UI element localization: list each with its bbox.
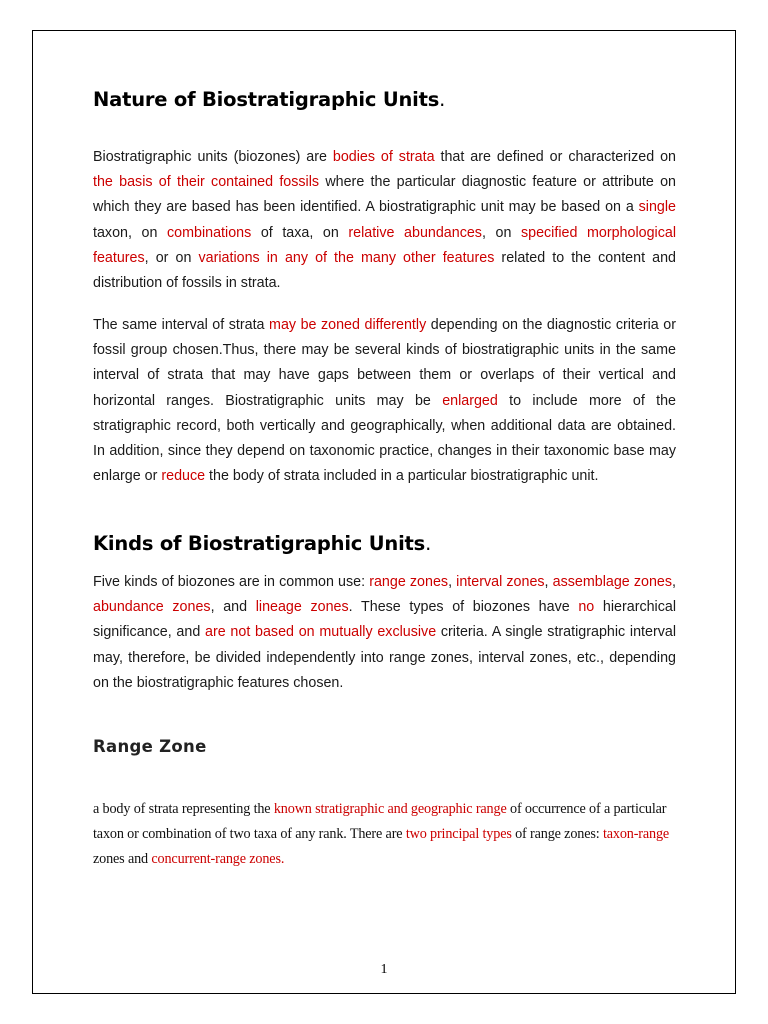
paragraph-kinds-1: Five kinds of biozones are in common use: range zones, interval zones, assemblage zones, abundance zones, and lineage zones. These types of biozones have no hierarchical significance, and are not based on mutually exclusive criteria. A single stratigraphic interval may, therefore, be divided independently into range zones, interval zones, etc., depending on the biostratigraphic features chosen. — [93, 574, 677, 691]
highlighted-term: the basis of their contained fossils — [93, 174, 320, 191]
highlighted-term: known stratigraphic and geographic range — [273, 801, 507, 817]
highlighted-term: reduce — [161, 468, 206, 485]
section-heading-nature — [93, 88, 445, 111]
highlighted-term: interval zones — [456, 574, 545, 590]
highlighted-term: may be zoned differently — [269, 317, 427, 333]
heading-text: Kinds of Biostratigraphic Units — [93, 532, 426, 555]
heading-text: Nature of Biostratigraphic Units — [93, 88, 440, 111]
highlighted-term: bodies of strata — [332, 149, 435, 165]
heading-punctuation: . — [425, 532, 432, 555]
heading-punctuation: . — [439, 88, 446, 111]
highlighted-term: lineage zones — [255, 599, 349, 616]
highlighted-term: enlarged — [442, 392, 498, 409]
highlighted-term: combinations — [167, 224, 252, 241]
section-heading-kinds — [93, 532, 431, 555]
highlighted-term: range zones — [369, 574, 449, 590]
highlighted-term: assemblage zones — [552, 574, 673, 590]
page-number: 1 — [380, 962, 388, 977]
highlighted-term: single — [638, 199, 676, 216]
paragraph-nature-2: The same interval of strata may be zoned differently depending on the diagnostic criteria or fossil group chosen.Thus, there may be several kinds of biostratigraphic units in the same interval of strata that may have gaps between them or overlaps of their vertical and horizontal ranges. Biostratigraphic units may be enlarged to include more of the stratigraphic record, both vertically and geographically, when additional data are obtained. In addition, since they depend on taxonomic practice, changes in their taxonomic base may enlarge or reduce the body of strata included in a particular biostratigraphic unit. — [93, 317, 676, 485]
highlighted-term: abundance zones — [93, 599, 211, 616]
highlighted-term: taxon-range — [602, 826, 670, 843]
paragraph-nature-1: Biostratigraphic units (biozones) are bodies of strata that are defined or characterized on the basis of their contained fossils where the particular diagnostic feature or attribute on which they are based has been identified. A biostratigraphic unit may be based on a single taxon, on combinations of taxa, on relative abundances, on specified morphological features, or on variations in any of the many other features related to the content and distribution of fossils in strata. — [93, 149, 676, 292]
section-heading-range-zone: Range Zone — [93, 737, 207, 756]
highlighted-term: no — [578, 599, 595, 616]
highlighted-term: variations in any of the many other features — [198, 249, 495, 266]
highlighted-term: relative abundances — [348, 224, 482, 241]
highlighted-term: two principal types — [405, 826, 512, 843]
highlighted-term: concurrent-range zones. — [151, 851, 285, 868]
highlighted-term: are not based on mutually exclusive — [205, 624, 437, 641]
paragraph-range-zone-1: a body of strata representing the known stratigraphic and geographic range of occurrence of a particular taxon or combination of two taxa of any rank. There are two principal types of range zones: taxon-range zones and concurrent-range zones. — [93, 801, 670, 868]
highlighted-term: specified morphological features — [93, 224, 676, 266]
